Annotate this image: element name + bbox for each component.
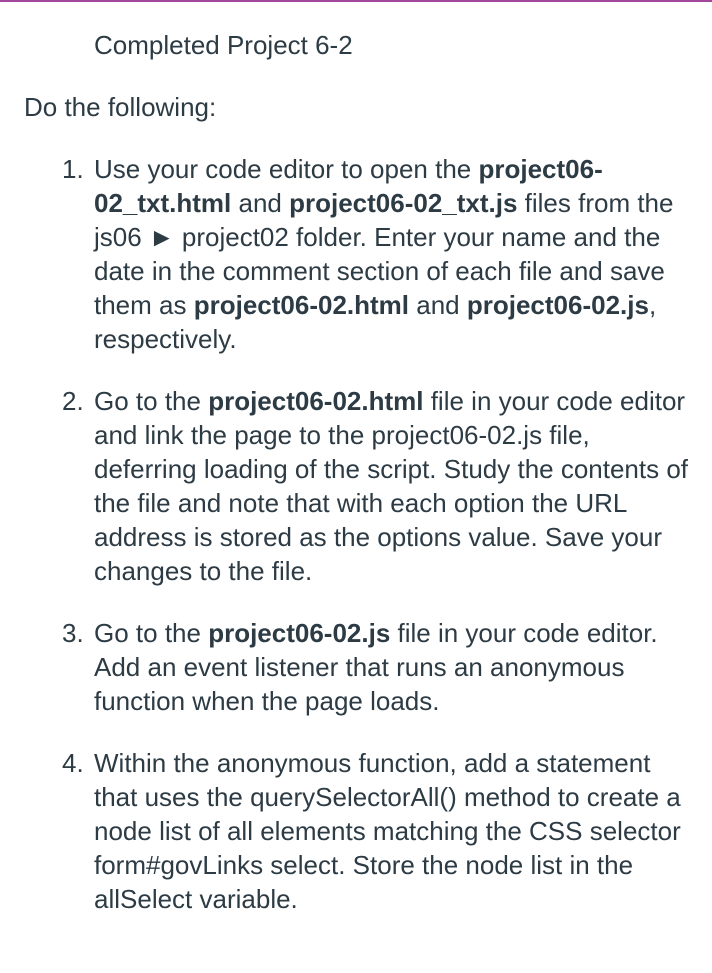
step-text-run: Go to the <box>94 618 209 648</box>
step-text-run: file in your code editor and link the page to the project06-02.js file, deferring loading of the script. Study the contents of the file and note that with each option the URL address is stored as the options value. Save your changes to the file. <box>94 386 689 586</box>
step-text-run: and <box>409 290 467 320</box>
top-accent-rule <box>0 0 712 2</box>
step-item <box>62 152 694 356</box>
step-item <box>62 746 694 916</box>
step-text-run: and <box>231 188 290 218</box>
step-text-run: Go to the <box>94 386 209 416</box>
filename-bold: project06-02_txt.html <box>94 154 603 218</box>
step-text-run: Use your code editor to open the <box>94 154 479 184</box>
step-number: 1. <box>62 154 84 184</box>
filename-bold: project06-02.js <box>466 290 649 320</box>
step-text-run: , respectively. <box>94 290 657 354</box>
intro-text: Do the following: <box>24 92 217 122</box>
step-text <box>94 748 681 914</box>
step-item <box>62 384 694 588</box>
steps-list <box>62 152 694 944</box>
step-text <box>94 618 658 716</box>
step-text <box>94 154 673 354</box>
filename-bold: project06-02.html <box>193 290 410 320</box>
step-text-run: files from the js06 ► project02 folder. Enter your name and the date in the comment section of each file and save them as <box>94 188 674 320</box>
filename-bold: project06-02.js <box>208 618 391 648</box>
step-number: 3. <box>62 618 84 648</box>
step-number: 2. <box>62 386 84 416</box>
figure-caption: Completed Project 6-2 <box>94 30 353 60</box>
step-number: 4. <box>62 748 84 778</box>
step-text-run: file in your code editor. Add an event listener that runs an anonymous function when the page loads. <box>94 618 658 716</box>
filename-bold: project06-02_txt.js <box>289 188 518 218</box>
filename-bold: project06-02.html <box>208 386 424 416</box>
step-item <box>62 616 694 718</box>
step-text-run: Within the anonymous function, add a statement that uses the querySelectorAll() method to create a node list of all elements matching the CSS selector form#govLinks select. Store the node list in the allSelect variable. <box>94 748 681 914</box>
step-text <box>94 386 688 586</box>
